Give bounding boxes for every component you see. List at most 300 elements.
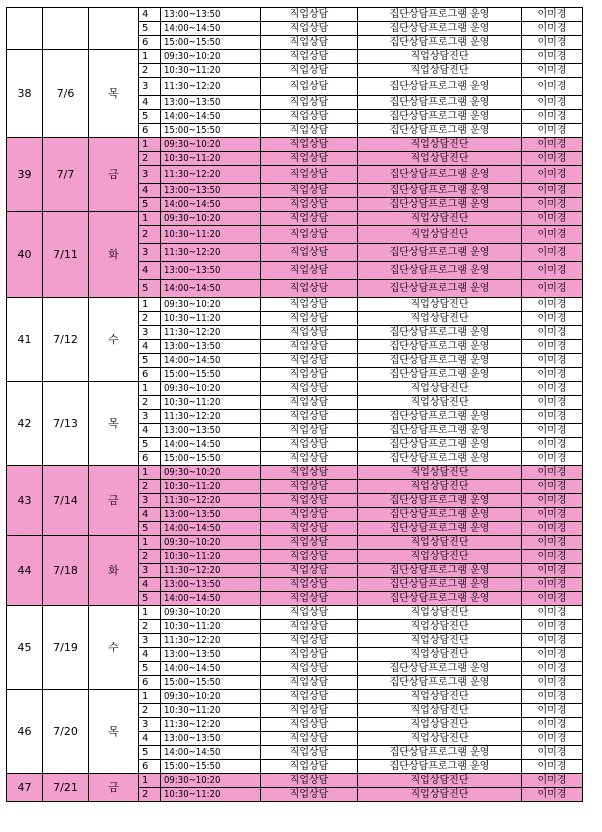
time-range: 13:00~13:50 xyxy=(161,648,261,662)
time-range: 09:30~10:20 xyxy=(161,690,261,704)
session-date: 7/14 xyxy=(43,466,89,536)
slot-number: 4 xyxy=(139,578,161,592)
counsel-type: 직업상담 xyxy=(261,152,358,166)
counsel-type: 직업상담 xyxy=(261,184,358,198)
counsel-type: 직업상담 xyxy=(261,718,358,732)
time-range: 14:00~14:50 xyxy=(161,438,261,452)
slot-number: 4 xyxy=(139,8,161,22)
time-range: 13:00~13:50 xyxy=(161,8,261,22)
session-number: 41 xyxy=(7,298,43,382)
staff-name: 이미경 xyxy=(522,648,583,662)
program-name: 집단상담프로그램 운영 xyxy=(358,494,522,508)
session-weekday: 화 xyxy=(89,536,139,606)
session-weekday: 금 xyxy=(89,774,139,802)
table-row xyxy=(7,466,583,480)
staff-name: 이미경 xyxy=(522,494,583,508)
slot-number: 2 xyxy=(139,64,161,78)
slot-number: 4 xyxy=(139,262,161,280)
program-name: 직업상담진단 xyxy=(358,138,522,152)
table-row xyxy=(7,382,583,396)
staff-name: 이미경 xyxy=(522,298,583,312)
program-name: 집단상담프로그램 운영 xyxy=(358,184,522,198)
program-name: 집단상담프로그램 운영 xyxy=(358,166,522,184)
slot-number: 5 xyxy=(139,746,161,760)
time-range: 09:30~10:20 xyxy=(161,382,261,396)
program-name: 직업상담진단 xyxy=(358,480,522,494)
schedule-table xyxy=(6,7,583,802)
table-row xyxy=(7,212,583,226)
counsel-type: 직업상담 xyxy=(261,536,358,550)
table-row xyxy=(7,536,583,550)
counsel-type: 직업상담 xyxy=(261,78,358,96)
staff-name: 이미경 xyxy=(522,368,583,382)
counsel-type: 직업상담 xyxy=(261,676,358,690)
staff-name: 이미경 xyxy=(522,138,583,152)
time-range: 10:30~11:20 xyxy=(161,620,261,634)
session-number: 45 xyxy=(7,606,43,690)
program-name: 집단상담프로그램 운영 xyxy=(358,676,522,690)
staff-name: 이미경 xyxy=(522,704,583,718)
time-range: 10:30~11:20 xyxy=(161,152,261,166)
counsel-type: 직업상담 xyxy=(261,198,358,212)
slot-number: 3 xyxy=(139,166,161,184)
counsel-type: 직업상담 xyxy=(261,494,358,508)
counsel-type: 직업상담 xyxy=(261,124,358,138)
program-name: 직업상담진단 xyxy=(358,396,522,410)
time-range: 09:30~10:20 xyxy=(161,536,261,550)
session-weekday: 목 xyxy=(89,382,139,466)
staff-name: 이미경 xyxy=(522,22,583,36)
time-range: 11:30~12:20 xyxy=(161,244,261,262)
staff-name: 이미경 xyxy=(522,550,583,564)
program-name: 직업상담진단 xyxy=(358,634,522,648)
counsel-type: 직업상담 xyxy=(261,312,358,326)
time-range: 09:30~10:20 xyxy=(161,212,261,226)
staff-name: 이미경 xyxy=(522,606,583,620)
slot-number: 4 xyxy=(139,508,161,522)
program-name: 집단상담프로그램 운영 xyxy=(358,326,522,340)
program-name: 집단상담프로그램 운영 xyxy=(358,438,522,452)
time-range: 15:00~15:50 xyxy=(161,36,261,50)
slot-number: 2 xyxy=(139,226,161,244)
slot-number: 6 xyxy=(139,368,161,382)
counsel-type: 직업상담 xyxy=(261,50,358,64)
time-range: 09:30~10:20 xyxy=(161,774,261,788)
program-name: 직업상담진단 xyxy=(358,382,522,396)
time-range: 10:30~11:20 xyxy=(161,396,261,410)
staff-name: 이미경 xyxy=(522,64,583,78)
slot-number: 3 xyxy=(139,634,161,648)
time-range: 11:30~12:20 xyxy=(161,494,261,508)
time-range: 13:00~13:50 xyxy=(161,184,261,198)
counsel-type: 직업상담 xyxy=(261,64,358,78)
time-range: 11:30~12:20 xyxy=(161,634,261,648)
counsel-type: 직업상담 xyxy=(261,340,358,354)
counsel-type: 직업상담 xyxy=(261,480,358,494)
time-range: 11:30~12:20 xyxy=(161,718,261,732)
table-row xyxy=(7,774,583,788)
counsel-type: 직업상담 xyxy=(261,438,358,452)
session-date: 7/11 xyxy=(43,212,89,298)
staff-name: 이미경 xyxy=(522,78,583,96)
staff-name: 이미경 xyxy=(522,226,583,244)
counsel-type: 직업상담 xyxy=(261,788,358,802)
staff-name: 이미경 xyxy=(522,382,583,396)
staff-name: 이미경 xyxy=(522,746,583,760)
time-range: 14:00~14:50 xyxy=(161,280,261,298)
program-name: 집단상담프로그램 운영 xyxy=(358,424,522,438)
time-range: 13:00~13:50 xyxy=(161,96,261,110)
session-date: 7/13 xyxy=(43,382,89,466)
staff-name: 이미경 xyxy=(522,578,583,592)
counsel-type: 직업상담 xyxy=(261,760,358,774)
slot-number: 1 xyxy=(139,606,161,620)
counsel-type: 직업상담 xyxy=(261,648,358,662)
counsel-type: 직업상담 xyxy=(261,578,358,592)
slot-number: 1 xyxy=(139,690,161,704)
program-name: 집단상담프로그램 운영 xyxy=(358,244,522,262)
session-weekday: 화 xyxy=(89,212,139,298)
time-range: 14:00~14:50 xyxy=(161,522,261,536)
slot-number: 2 xyxy=(139,620,161,634)
program-name: 집단상담프로그램 운영 xyxy=(358,340,522,354)
counsel-type: 직업상담 xyxy=(261,620,358,634)
counsel-type: 직업상담 xyxy=(261,606,358,620)
counsel-type: 직업상담 xyxy=(261,690,358,704)
counsel-type: 직업상담 xyxy=(261,452,358,466)
slot-number: 1 xyxy=(139,466,161,480)
session-number: 44 xyxy=(7,536,43,606)
counsel-type: 직업상담 xyxy=(261,8,358,22)
staff-name: 이미경 xyxy=(522,718,583,732)
program-name: 집단상담프로그램 운영 xyxy=(358,746,522,760)
counsel-type: 직업상담 xyxy=(261,36,358,50)
slot-number: 1 xyxy=(139,382,161,396)
slot-number: 3 xyxy=(139,326,161,340)
slot-number: 3 xyxy=(139,410,161,424)
session-number: 40 xyxy=(7,212,43,298)
counsel-type: 직업상담 xyxy=(261,166,358,184)
staff-name: 이미경 xyxy=(522,262,583,280)
program-name: 집단상담프로그램 운영 xyxy=(358,578,522,592)
time-range: 09:30~10:20 xyxy=(161,606,261,620)
counsel-type: 직업상담 xyxy=(261,354,358,368)
time-range: 09:30~10:20 xyxy=(161,50,261,64)
program-name: 집단상담프로그램 운영 xyxy=(358,110,522,124)
time-range: 09:30~10:20 xyxy=(161,298,261,312)
counsel-type: 직업상담 xyxy=(261,466,358,480)
table-row xyxy=(7,8,583,22)
slot-number: 1 xyxy=(139,774,161,788)
slot-number: 2 xyxy=(139,152,161,166)
slot-number: 2 xyxy=(139,788,161,802)
counsel-type: 직업상담 xyxy=(261,732,358,746)
slot-number: 4 xyxy=(139,732,161,746)
session-number: 46 xyxy=(7,690,43,774)
program-name: 집단상담프로그램 운영 xyxy=(358,508,522,522)
staff-name: 이미경 xyxy=(522,690,583,704)
session-date: 7/6 xyxy=(43,50,89,138)
staff-name: 이미경 xyxy=(522,354,583,368)
staff-name: 이미경 xyxy=(522,326,583,340)
program-name: 직업상담진단 xyxy=(358,732,522,746)
staff-name: 이미경 xyxy=(522,662,583,676)
time-range: 11:30~12:20 xyxy=(161,410,261,424)
program-name: 직업상담진단 xyxy=(358,226,522,244)
program-name: 직업상담진단 xyxy=(358,788,522,802)
time-range: 11:30~12:20 xyxy=(161,166,261,184)
slot-number: 4 xyxy=(139,424,161,438)
time-range: 10:30~11:20 xyxy=(161,64,261,78)
slot-number: 5 xyxy=(139,662,161,676)
slot-number: 3 xyxy=(139,244,161,262)
staff-name: 이미경 xyxy=(522,280,583,298)
slot-number: 4 xyxy=(139,648,161,662)
session-date: 7/19 xyxy=(43,606,89,690)
slot-number: 5 xyxy=(139,522,161,536)
program-name: 직업상담진단 xyxy=(358,606,522,620)
counsel-type: 직업상담 xyxy=(261,326,358,340)
counsel-type: 직업상담 xyxy=(261,382,358,396)
program-name: 집단상담프로그램 운영 xyxy=(358,124,522,138)
session-number: 43 xyxy=(7,466,43,536)
program-name: 집단상담프로그램 운영 xyxy=(358,262,522,280)
program-name: 집단상담프로그램 운영 xyxy=(358,198,522,212)
staff-name: 이미경 xyxy=(522,96,583,110)
staff-name: 이미경 xyxy=(522,50,583,64)
program-name: 집단상담프로그램 운영 xyxy=(358,368,522,382)
session-weekday: 금 xyxy=(89,466,139,536)
time-range: 11:30~12:20 xyxy=(161,564,261,578)
staff-name: 이미경 xyxy=(522,438,583,452)
time-range: 13:00~13:50 xyxy=(161,262,261,280)
counsel-type: 직업상담 xyxy=(261,662,358,676)
table-row xyxy=(7,606,583,620)
time-range: 13:00~13:50 xyxy=(161,340,261,354)
time-range: 14:00~14:50 xyxy=(161,198,261,212)
program-name: 직업상담진단 xyxy=(358,648,522,662)
staff-name: 이미경 xyxy=(522,564,583,578)
staff-name: 이미경 xyxy=(522,184,583,198)
session-weekday xyxy=(89,8,139,50)
staff-name: 이미경 xyxy=(522,152,583,166)
counsel-type: 직업상담 xyxy=(261,508,358,522)
staff-name: 이미경 xyxy=(522,166,583,184)
counsel-type: 직업상담 xyxy=(261,22,358,36)
program-name: 직업상담진단 xyxy=(358,704,522,718)
program-name: 집단상담프로그램 운영 xyxy=(358,410,522,424)
time-range: 15:00~15:50 xyxy=(161,676,261,690)
time-range: 11:30~12:20 xyxy=(161,326,261,340)
counsel-type: 직업상담 xyxy=(261,746,358,760)
time-range: 15:00~15:50 xyxy=(161,124,261,138)
counsel-type: 직업상담 xyxy=(261,522,358,536)
slot-number: 4 xyxy=(139,340,161,354)
session-weekday: 금 xyxy=(89,138,139,212)
staff-name: 이미경 xyxy=(522,396,583,410)
time-range: 15:00~15:50 xyxy=(161,368,261,382)
staff-name: 이미경 xyxy=(522,124,583,138)
program-name: 직업상담진단 xyxy=(358,466,522,480)
staff-name: 이미경 xyxy=(522,536,583,550)
staff-name: 이미경 xyxy=(522,212,583,226)
time-range: 10:30~11:20 xyxy=(161,480,261,494)
program-name: 집단상담프로그램 운영 xyxy=(358,760,522,774)
time-range: 14:00~14:50 xyxy=(161,110,261,124)
slot-number: 5 xyxy=(139,22,161,36)
counsel-type: 직업상담 xyxy=(261,368,358,382)
table-row xyxy=(7,298,583,312)
staff-name: 이미경 xyxy=(522,774,583,788)
time-range: 10:30~11:20 xyxy=(161,312,261,326)
counsel-type: 직업상담 xyxy=(261,550,358,564)
staff-name: 이미경 xyxy=(522,480,583,494)
slot-number: 4 xyxy=(139,184,161,198)
program-name: 직업상담진단 xyxy=(358,212,522,226)
session-date: 7/7 xyxy=(43,138,89,212)
time-range: 15:00~15:50 xyxy=(161,760,261,774)
program-name: 집단상담프로그램 운영 xyxy=(358,280,522,298)
time-range: 14:00~14:50 xyxy=(161,746,261,760)
time-range: 10:30~11:20 xyxy=(161,226,261,244)
slot-number: 3 xyxy=(139,78,161,96)
counsel-type: 직업상담 xyxy=(261,564,358,578)
time-range: 11:30~12:20 xyxy=(161,78,261,96)
session-date: 7/21 xyxy=(43,774,89,802)
session-number: 38 xyxy=(7,50,43,138)
slot-number: 6 xyxy=(139,452,161,466)
counsel-type: 직업상담 xyxy=(261,96,358,110)
session-weekday: 수 xyxy=(89,298,139,382)
session-date: 7/18 xyxy=(43,536,89,606)
session-number: 39 xyxy=(7,138,43,212)
staff-name: 이미경 xyxy=(522,466,583,480)
slot-number: 3 xyxy=(139,494,161,508)
time-range: 13:00~13:50 xyxy=(161,508,261,522)
staff-name: 이미경 xyxy=(522,634,583,648)
program-name: 집단상담프로그램 운영 xyxy=(358,522,522,536)
session-date: 7/12 xyxy=(43,298,89,382)
session-weekday: 수 xyxy=(89,606,139,690)
slot-number: 2 xyxy=(139,396,161,410)
program-name: 집단상담프로그램 운영 xyxy=(358,96,522,110)
slot-number: 2 xyxy=(139,312,161,326)
counsel-type: 직업상담 xyxy=(261,280,358,298)
counsel-type: 직업상담 xyxy=(261,592,358,606)
staff-name: 이미경 xyxy=(522,410,583,424)
table-row xyxy=(7,138,583,152)
slot-number: 1 xyxy=(139,212,161,226)
session-date xyxy=(43,8,89,50)
time-range: 10:30~11:20 xyxy=(161,550,261,564)
counsel-type: 직업상담 xyxy=(261,138,358,152)
program-name: 집단상담프로그램 운영 xyxy=(358,22,522,36)
slot-number: 6 xyxy=(139,36,161,50)
schedule-body xyxy=(7,8,583,802)
program-name: 직업상담진단 xyxy=(358,536,522,550)
counsel-type: 직업상담 xyxy=(261,212,358,226)
slot-number: 1 xyxy=(139,138,161,152)
table-row xyxy=(7,50,583,64)
staff-name: 이미경 xyxy=(522,592,583,606)
session-number: 42 xyxy=(7,382,43,466)
slot-number: 2 xyxy=(139,480,161,494)
program-name: 직업상담진단 xyxy=(358,718,522,732)
time-range: 13:00~13:50 xyxy=(161,578,261,592)
time-range: 14:00~14:50 xyxy=(161,354,261,368)
slot-number: 6 xyxy=(139,676,161,690)
time-range: 09:30~10:20 xyxy=(161,138,261,152)
counsel-type: 직업상담 xyxy=(261,634,358,648)
time-range: 13:00~13:50 xyxy=(161,732,261,746)
counsel-type: 직업상담 xyxy=(261,262,358,280)
time-range: 10:30~11:20 xyxy=(161,704,261,718)
program-name: 직업상담진단 xyxy=(358,298,522,312)
counsel-type: 직업상담 xyxy=(261,298,358,312)
session-weekday: 목 xyxy=(89,50,139,138)
staff-name: 이미경 xyxy=(522,760,583,774)
slot-number: 2 xyxy=(139,704,161,718)
program-name: 직업상담진단 xyxy=(358,774,522,788)
counsel-type: 직업상담 xyxy=(261,424,358,438)
slot-number: 6 xyxy=(139,760,161,774)
slot-number: 2 xyxy=(139,550,161,564)
program-name: 집단상담프로그램 운영 xyxy=(358,662,522,676)
staff-name: 이미경 xyxy=(522,198,583,212)
session-date: 7/20 xyxy=(43,690,89,774)
program-name: 직업상담진단 xyxy=(358,620,522,634)
counsel-type: 직업상담 xyxy=(261,396,358,410)
program-name: 집단상담프로그램 운영 xyxy=(358,564,522,578)
program-name: 집단상담프로그램 운영 xyxy=(358,354,522,368)
program-name: 집단상담프로그램 운영 xyxy=(358,452,522,466)
session-number: 47 xyxy=(7,774,43,802)
slot-number: 5 xyxy=(139,110,161,124)
staff-name: 이미경 xyxy=(522,36,583,50)
counsel-type: 직업상담 xyxy=(261,774,358,788)
counsel-type: 직업상담 xyxy=(261,226,358,244)
staff-name: 이미경 xyxy=(522,452,583,466)
slot-number: 5 xyxy=(139,354,161,368)
time-range: 13:00~13:50 xyxy=(161,424,261,438)
staff-name: 이미경 xyxy=(522,110,583,124)
slot-number: 1 xyxy=(139,50,161,64)
program-name: 직업상담진단 xyxy=(358,690,522,704)
staff-name: 이미경 xyxy=(522,312,583,326)
slot-number: 6 xyxy=(139,124,161,138)
staff-name: 이미경 xyxy=(522,508,583,522)
program-name: 집단상담프로그램 운영 xyxy=(358,8,522,22)
program-name: 직업상담진단 xyxy=(358,64,522,78)
slot-number: 5 xyxy=(139,592,161,606)
staff-name: 이미경 xyxy=(522,620,583,634)
time-range: 14:00~14:50 xyxy=(161,592,261,606)
staff-name: 이미경 xyxy=(522,732,583,746)
program-name: 집단상담프로그램 운영 xyxy=(358,78,522,96)
staff-name: 이미경 xyxy=(522,8,583,22)
staff-name: 이미경 xyxy=(522,522,583,536)
time-range: 10:30~11:20 xyxy=(161,788,261,802)
staff-name: 이미경 xyxy=(522,676,583,690)
table-row xyxy=(7,690,583,704)
time-range: 15:00~15:50 xyxy=(161,452,261,466)
session-weekday: 목 xyxy=(89,690,139,774)
slot-number: 5 xyxy=(139,438,161,452)
staff-name: 이미경 xyxy=(522,788,583,802)
program-name: 직업상담진단 xyxy=(358,50,522,64)
counsel-type: 직업상담 xyxy=(261,244,358,262)
slot-number: 3 xyxy=(139,564,161,578)
